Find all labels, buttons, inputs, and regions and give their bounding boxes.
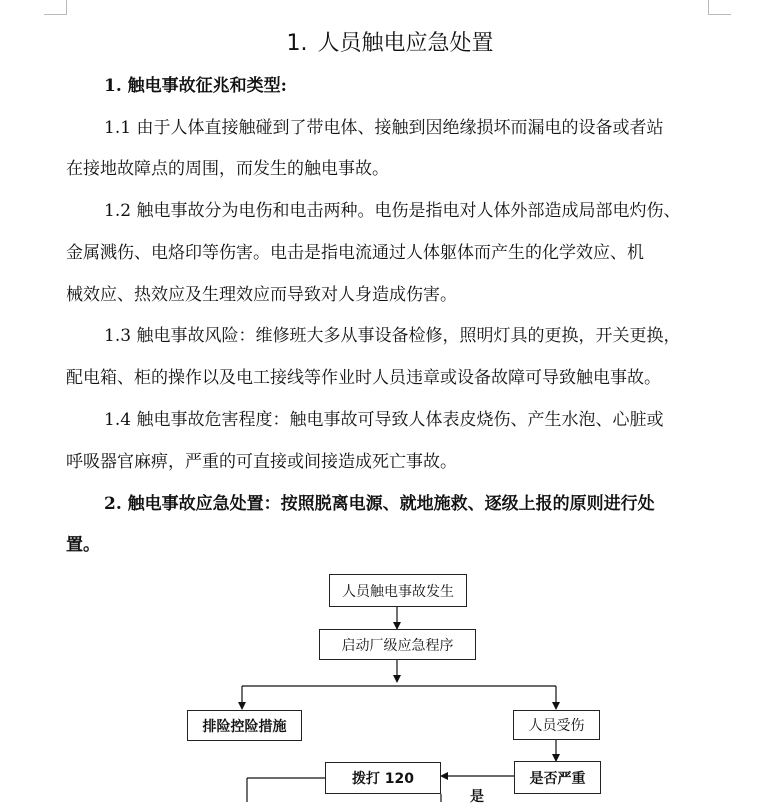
flow-node-left-branch: 排险控险措施 <box>187 710 302 741</box>
paragraph-1-3-line-1: 1.3 触电事故风险：维修班大多从事设备检修，照明灯具的更换，开关更换， <box>104 326 681 346</box>
paragraph-1-4-line-2: 呼吸器官麻痹，严重的可直接或间接造成死亡事故。 <box>66 452 457 472</box>
paragraph-1-3-line-2: 配电箱、柜的操作以及电工接线等作业时人员违章或设备故障可导致触电事故。 <box>66 368 661 388</box>
subsection-heading-2-line-2: 置。 <box>66 535 100 555</box>
subsection-heading-2-line-1: 2. 触电事故应急处置：按照脱离电源、就地施救、逐级上报的原则进行处 <box>104 494 655 514</box>
flow-node-launch: 启动厂级应急程序 <box>319 629 476 660</box>
flow-node-call: 拨打 120 <box>325 762 441 794</box>
paragraph-1-1-line-2: 在接地故障点的周围，而发生的触电事故。 <box>66 159 389 179</box>
flow-node-right-branch: 人员受伤 <box>513 710 600 740</box>
flow-node-decision: 是否严重 <box>514 761 601 794</box>
flow-label-yes: 是 <box>470 789 484 805</box>
paragraph-1-2-line-1: 1.2 触电事故分为电伤和电击两种。电伤是指电对人体外部造成局部电灼伤、 <box>104 201 681 221</box>
paragraph-1-1-line-1: 1.1 由于人体直接触碰到了带电体、接触到因绝缘损坏而漏电的设备或者站 <box>104 118 664 138</box>
section-number: 1. <box>286 31 308 56</box>
section-title-text: 人员触电应急处置 <box>317 31 494 56</box>
paragraph-1-4-line-1: 1.4 触电事故危害程度：触电事故可导致人体表皮烧伤、产生水泡、心脏或 <box>104 410 664 430</box>
paragraph-1-2-line-3: 械效应、热效应及生理效应而导致对人身造成伤害。 <box>66 285 457 305</box>
flow-node-start: 人员触电事故发生 <box>329 574 467 607</box>
paragraph-1-2-line-2: 金属溅伤、电烙印等伤害。电击是指电流通过人体躯体而产生的化学效应、机 <box>66 243 644 263</box>
subsection-heading-1: 1. 触电事故征兆和类型: <box>104 76 287 96</box>
